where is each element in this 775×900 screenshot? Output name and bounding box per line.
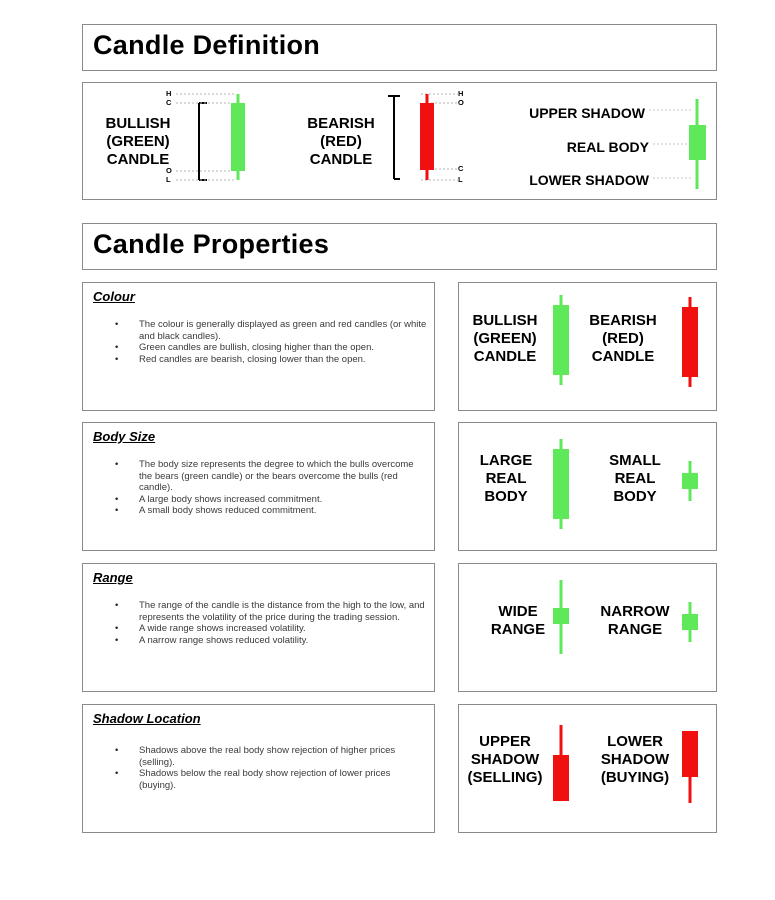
- body-size-bullet-2: • A large body shows increased commitment.: [139, 494, 429, 506]
- definition-title-box: [82, 24, 717, 71]
- upper-shadow-body: [553, 755, 569, 801]
- upper-shadow-label: UPPER SHADOW: [529, 105, 645, 121]
- bullish-definition-label: BULLISH (GREEN) CANDLE: [105, 115, 171, 168]
- range-bullets: [111, 600, 429, 646]
- bear-mark-l: L: [458, 175, 463, 184]
- colour-bullet-2: • Green candles are bullish, closing higher than the open.: [139, 342, 429, 354]
- bull-mark-o: O: [166, 166, 172, 175]
- narrow-range-body: [682, 614, 698, 630]
- body-size-heading: Body Size: [93, 429, 156, 444]
- colour-bullet-1: • The colour is generally displayed as green and red candles (or white and black candles).: [139, 319, 429, 342]
- range-diagram-panel: [458, 563, 717, 692]
- bearish-bracket: [388, 96, 400, 179]
- colour-red-body: [682, 307, 698, 377]
- large-body-body: [553, 449, 569, 519]
- range-heading: Range: [93, 570, 133, 585]
- body-size-bullet-3: • A small body shows reduced commitment.: [139, 505, 429, 517]
- bull-mark-c: C: [166, 98, 172, 107]
- definition-panel: [82, 82, 717, 200]
- colour-text-panel: [82, 282, 435, 411]
- range-text-panel: [82, 563, 435, 692]
- range-left-label: WIDE RANGE: [490, 603, 546, 638]
- colour-diagram-panel: [458, 282, 717, 411]
- range-right-label: NARROW RANGE: [600, 603, 670, 638]
- colour-candles: [459, 283, 718, 412]
- shadow-location-bullets: [111, 745, 429, 791]
- bullish-definition-body: [231, 103, 245, 171]
- body-size-left-label: LARGE REAL BODY: [479, 452, 533, 505]
- properties-title: Candle Properties: [93, 229, 330, 259]
- definition-title: Candle Definition: [93, 30, 321, 60]
- shadow-location-diagram-panel: [458, 704, 717, 833]
- body-size-diagram-panel: [458, 422, 717, 551]
- range-bullet-2: • A wide range shows increased volatility.: [139, 623, 429, 635]
- body-size-candles: [459, 423, 718, 552]
- shadow-location-bullet-2: • Shadows below the real body show rejection of lower prices (buying).: [139, 768, 429, 791]
- anatomy-body: [689, 125, 706, 160]
- shadow-location-bullet-1: • Shadows above the real body show rejection of higher prices (selling).: [139, 745, 429, 768]
- body-size-text-panel: [82, 422, 435, 551]
- bear-mark-o: O: [458, 98, 464, 107]
- lower-shadow-label: LOWER SHADOW: [529, 172, 649, 188]
- body-size-bullets: [111, 459, 429, 517]
- wide-range-body: [553, 608, 569, 624]
- small-body-body: [682, 473, 698, 489]
- colour-left-label: BULLISH (GREEN) CANDLE: [472, 312, 538, 365]
- shadow-location-heading: Shadow Location: [93, 711, 201, 726]
- colour-heading: Colour: [93, 289, 135, 304]
- real-body-label: REAL BODY: [566, 139, 649, 155]
- shadow-location-text-panel: [82, 704, 435, 833]
- shadow-location-candles: [459, 705, 718, 834]
- lower-shadow-body: [682, 731, 698, 777]
- colour-bullets: [111, 319, 429, 365]
- body-size-bullet-1: • The body size represents the degree to which the bulls overcome the bears (green candle) or the bears overcome the bulls (red candle).: [139, 459, 429, 494]
- range-bullet-1: • The range of the candle is the distance from the high to the low, and represents the volatility of the price during the trading session.: [139, 600, 429, 623]
- range-candles: [459, 564, 718, 693]
- body-size-right-label: SMALL REAL BODY: [609, 452, 661, 505]
- bull-mark-h: H: [166, 89, 172, 98]
- bearish-definition-label: BEARISH (RED) CANDLE: [307, 115, 375, 168]
- shadow-location-left-label: UPPER SHADOW (SELLING): [467, 733, 543, 786]
- bear-mark-h: H: [458, 89, 464, 98]
- range-bullet-3: • A narrow range shows reduced volatility.: [139, 635, 429, 647]
- shadow-location-right-label: LOWER SHADOW (BUYING): [600, 733, 670, 786]
- definition-diagram: [83, 83, 718, 201]
- bullish-bracket: [199, 103, 207, 180]
- colour-green-body: [553, 305, 569, 375]
- bear-mark-c: C: [458, 164, 464, 173]
- properties-title-box: [82, 223, 717, 270]
- colour-right-label: BEARISH (RED) CANDLE: [589, 312, 657, 365]
- colour-bullet-3: • Red candles are bearish, closing lower than the open.: [139, 354, 429, 366]
- bull-mark-l: L: [166, 175, 171, 184]
- bearish-definition-body: [420, 103, 434, 170]
